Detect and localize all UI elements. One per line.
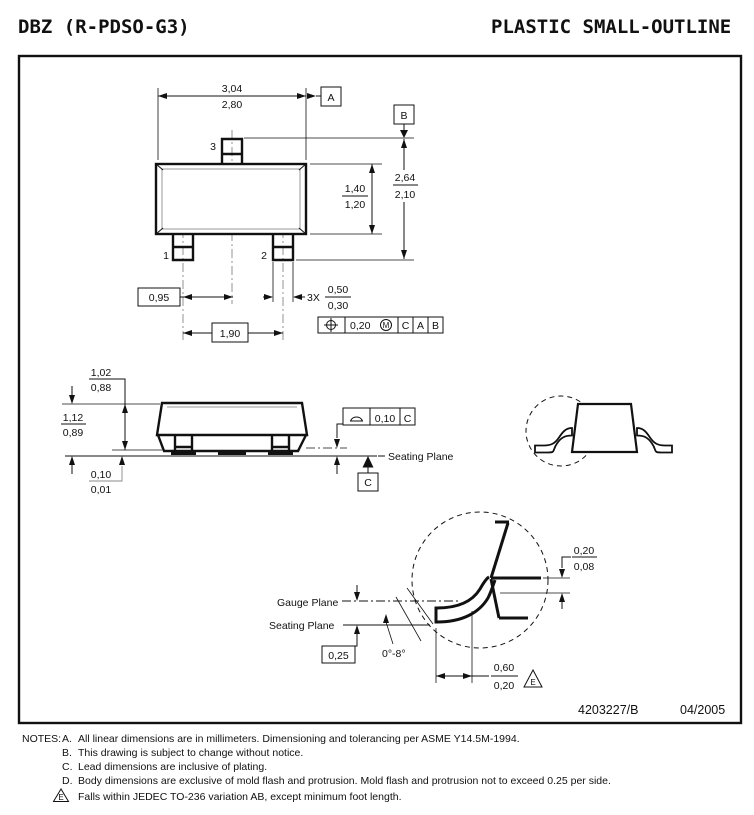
dim-span: 1,90 (219, 328, 241, 340)
note-d-id: D. (62, 775, 73, 787)
dim-height-max: 1,12 (62, 412, 84, 424)
dim-overall-height-max: 2,64 (394, 172, 416, 184)
position-tolerance-frame (318, 317, 443, 333)
dim-thickness-min: 0,88 (90, 382, 112, 394)
datum-c-flag (358, 456, 378, 491)
dim-lead-thickness-max: 0,20 (573, 545, 595, 557)
dim-gauge-offset: 0,25 (328, 650, 349, 662)
note-c-text: Lead dimensions are inclusive of plating. (78, 761, 268, 773)
dim-overall-height-min: 2,10 (394, 189, 416, 201)
notes (22, 733, 611, 803)
detail-seating-plane-label: Seating Plane (269, 620, 335, 632)
flatness-datum: C (403, 413, 412, 425)
notes-label: NOTES: (22, 733, 62, 745)
detail-lead-outline (436, 522, 541, 624)
note-e-flag-letter: E (58, 793, 64, 802)
fcf-datum-3: B (431, 320, 440, 332)
end-view-lead-left (535, 428, 572, 453)
end-view (526, 396, 672, 466)
note-a-text: All linear dimensions are in millimeters. Dimensioning and tolerancing per ASME Y14.5M-1994. (78, 733, 520, 745)
detail-circle (412, 512, 548, 648)
dim-lead-angle: 0°-8° (382, 648, 406, 660)
dim-body-height-min: 1,20 (344, 199, 366, 211)
dim-lead-width-min: 0,30 (327, 300, 349, 312)
datum-c-label: C (364, 477, 372, 489)
package-body-outline (156, 164, 306, 234)
seating-plane-label: Seating Plane (388, 451, 454, 463)
page-title-left: DBZ (R-PDSO-G3) (18, 16, 190, 38)
dim-thickness-max: 1,02 (90, 367, 112, 379)
drawing-border (19, 56, 741, 723)
note-b-text: This drawing is subject to change without notice. (78, 747, 304, 759)
datum-a-label: A (327, 92, 335, 104)
datum-b-label: B (400, 110, 408, 122)
end-view-lead-right (637, 428, 672, 453)
end-view-body (572, 404, 637, 452)
dim-height-min: 0,89 (62, 427, 84, 439)
dim-body-height-max: 1,40 (344, 183, 366, 195)
dim-width-max: 3,04 (221, 83, 243, 95)
dim-lead-count: 3X (307, 292, 320, 304)
document-number: 4203227/B (578, 703, 639, 717)
side-body-outline (157, 403, 307, 435)
dim-pitch: 0,95 (148, 292, 170, 304)
note-b-id: B. (62, 747, 72, 759)
note-flag-icon (524, 670, 542, 687)
pin3-label: 3 (210, 141, 216, 153)
dim-foot-length-max: 0,60 (493, 662, 515, 674)
flatness-tolerance: 0,10 (374, 413, 396, 425)
fcf-datum-2: A (416, 320, 425, 332)
pin1-label: 1 (163, 250, 169, 262)
note-e-text: Falls within JEDEC TO-236 variation AB, except minimum foot length. (78, 791, 402, 803)
gauge-plane-label: Gauge Plane (277, 597, 339, 609)
fcf-modifier: M (382, 321, 390, 330)
fcf-datum-1: C (401, 320, 410, 332)
note-e-flag-icon (54, 789, 69, 802)
fcf-tolerance: 0,20 (350, 320, 371, 332)
flatness-tolerance-frame (343, 408, 415, 425)
page-title-right: PLASTIC SMALL-OUTLINE (491, 16, 732, 38)
note-d-text: Body dimensions are exclusive of mold flash and protrusion. Mold flash and protrusion not to exceed 0.25 per side. (78, 775, 611, 787)
document-date: 04/2005 (680, 703, 726, 717)
pin2-label: 2 (261, 250, 267, 262)
dim-lead-width-max: 0,50 (327, 284, 349, 296)
top-view (138, 83, 443, 342)
detail-view (269, 512, 597, 692)
dim-foot-length-min: 0,20 (493, 680, 515, 692)
note-flag-letter: E (530, 678, 536, 687)
side-view (61, 367, 454, 496)
dim-standoff-min: 0,01 (90, 484, 112, 496)
dim-lead-thickness-min: 0,08 (573, 561, 595, 573)
dim-standoff-max: 0,10 (90, 469, 112, 481)
dim-width-min: 2,80 (221, 99, 243, 111)
note-a-id: A. (62, 733, 72, 745)
note-c-id: C. (62, 761, 73, 773)
side-body-lower-outline (158, 435, 306, 451)
